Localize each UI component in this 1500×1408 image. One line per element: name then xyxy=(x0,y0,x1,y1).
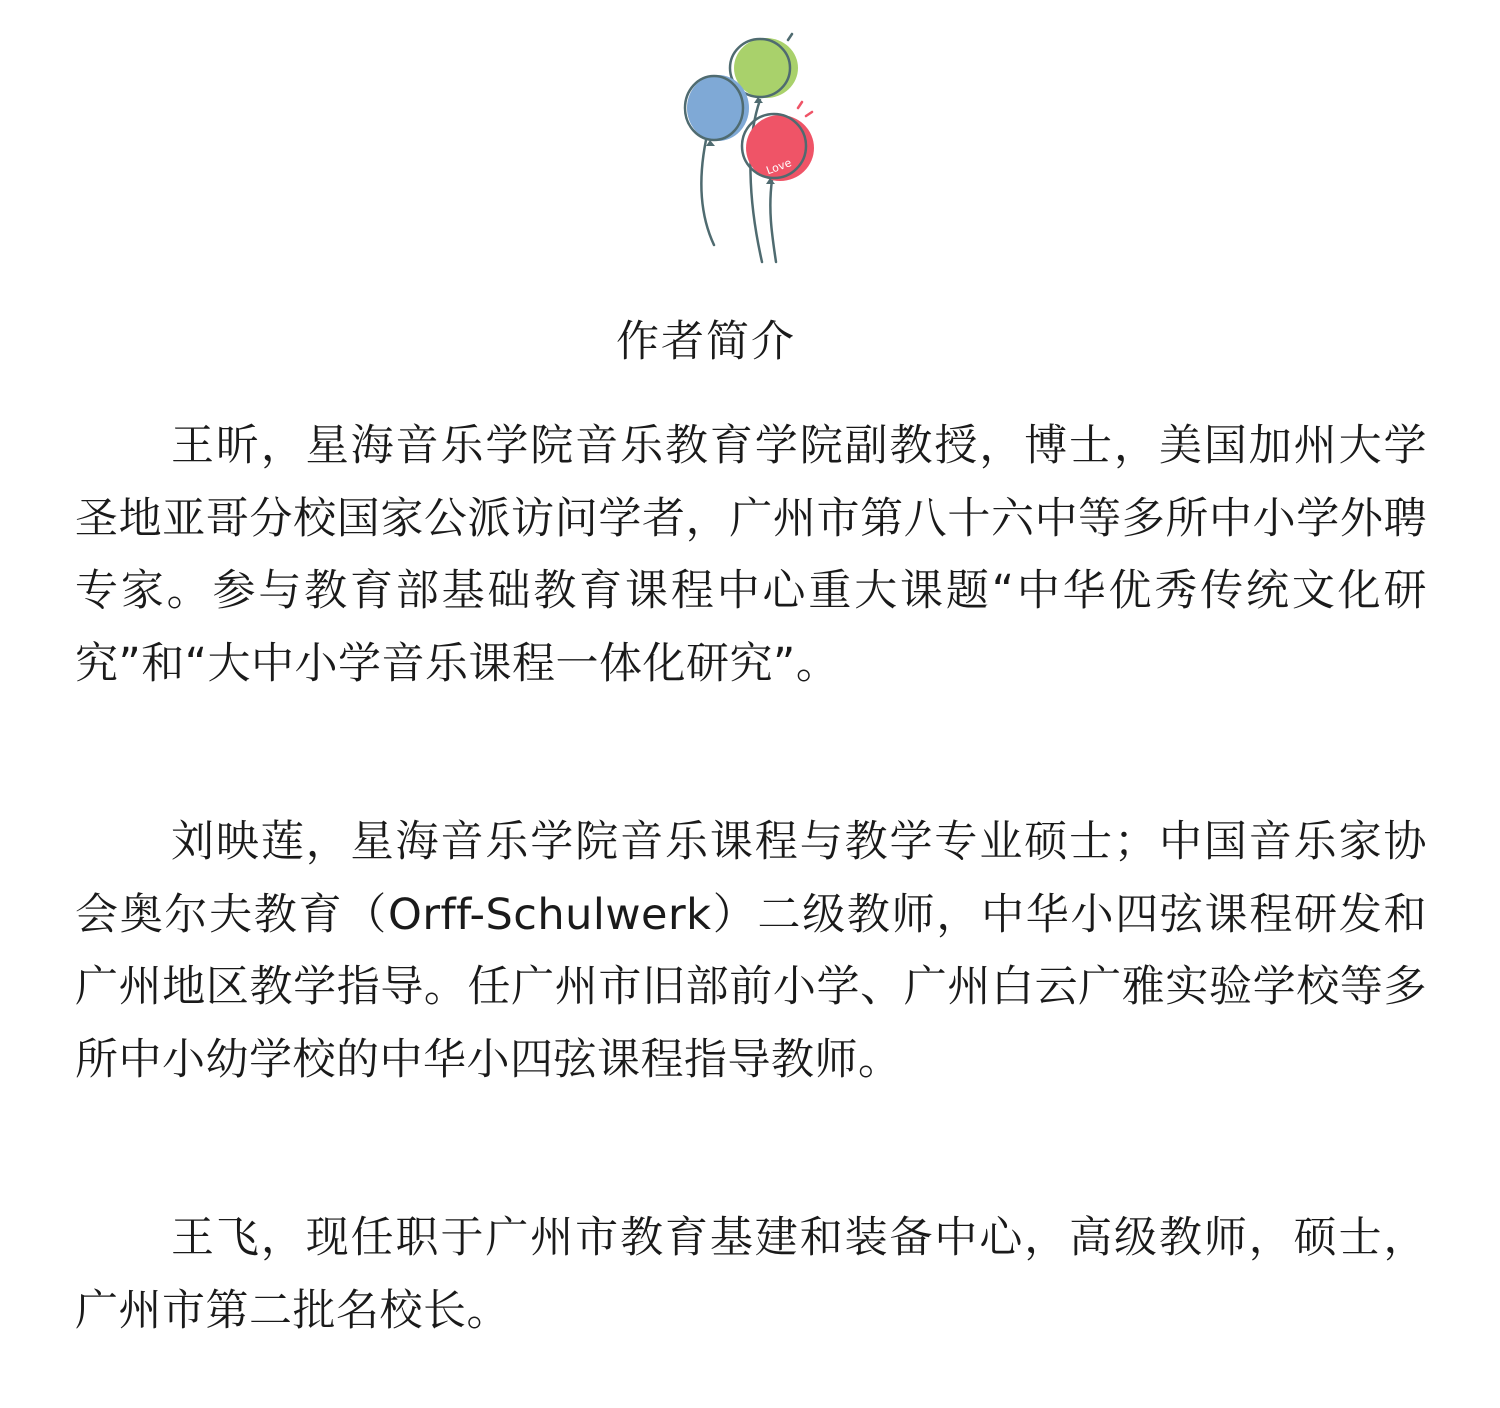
author-bio-liu-yinglian: 刘映莲，星海音乐学院音乐课程与教学专业硕士；中国音乐家协会奥尔夫教育（Orff-Schulwerk）二级教师，中华小四弦课程研发和广州地区教学指导。任广州市旧部前小学、广州白云广雅实验学校等多所中小幼学校的中华小四弦课程指导教师。 xyxy=(75,817,1427,1085)
balloon-love-text: Love xyxy=(764,156,794,178)
author-bio-wang-fei: 王飞，现任职于广州市教育基建和装备中心，高级教师，硕士，广州市第二批名校长。 xyxy=(75,1213,1427,1336)
author-bio-wang-xin: 王昕，星海音乐学院音乐教育学院副教授，博士，美国加州大学圣地亚哥分校国家公派访问学者，广州市第八十六中等多所中小学外聘专家。参与教育部基础教育课程中心重大课题“中华优秀传统文化研究”和“大中小学音乐课程一体化研究”。 xyxy=(75,421,1427,689)
balloons-icon xyxy=(670,30,830,270)
section-title: 作者简介 xyxy=(616,317,796,367)
author-bio-list xyxy=(75,410,1427,1347)
